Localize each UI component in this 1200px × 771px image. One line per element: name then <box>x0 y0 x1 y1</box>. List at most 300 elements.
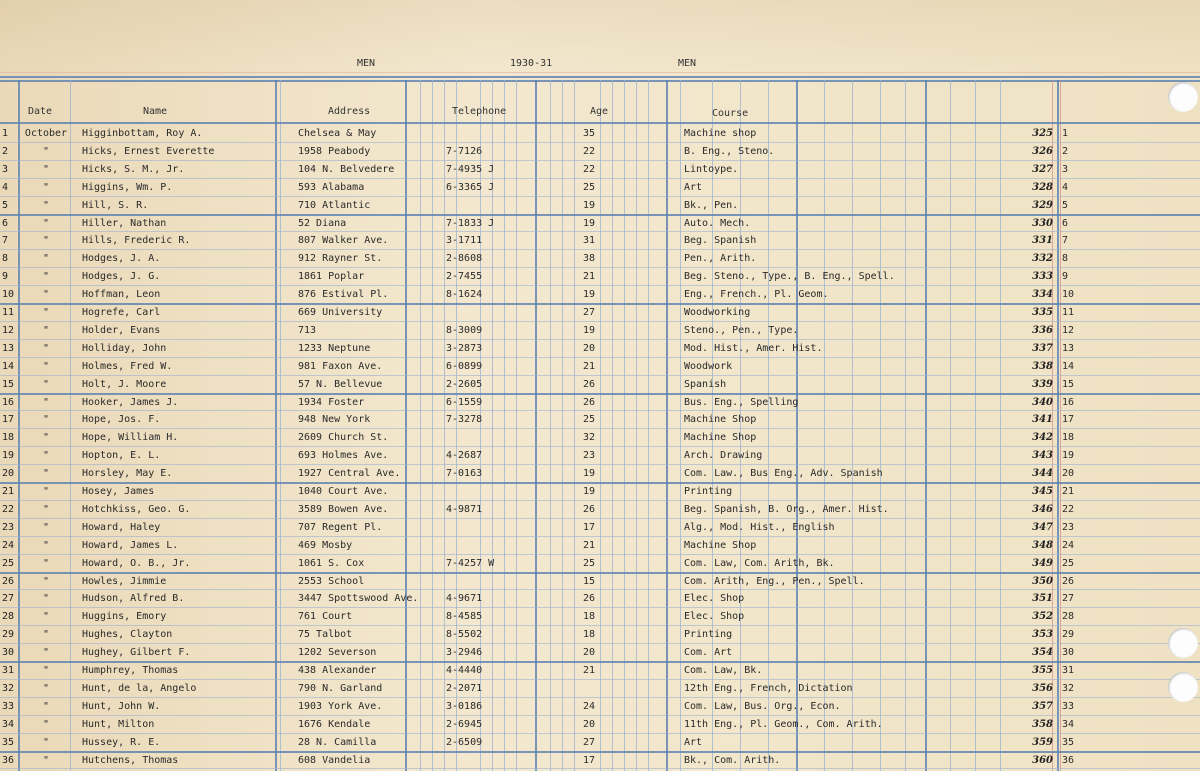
course-cell: Lintoype. <box>684 163 739 175</box>
row-number: 27 <box>1062 593 1075 605</box>
name-cell: Hiller, Nathan <box>82 217 167 229</box>
name-cell: Hodges, J. A. <box>82 253 161 265</box>
table-row <box>0 446 1200 464</box>
address-cell: 912 Rayner St. <box>298 253 383 265</box>
age-cell: 26 <box>583 593 596 605</box>
course-cell: Pen., Arith. <box>684 253 757 265</box>
course-cell: Machine Shop <box>684 432 757 444</box>
date-cell: " <box>42 324 50 336</box>
record-number: 351 <box>1032 593 1053 605</box>
name-cell: Hunt, Milton <box>82 718 155 730</box>
row-number: 12 <box>1062 324 1075 336</box>
row-number: 19 <box>1062 450 1075 462</box>
table-row <box>0 214 1200 232</box>
table-row <box>0 607 1200 625</box>
course-cell: Mod. Hist., Amer. Hist. <box>684 342 823 354</box>
address-cell: 3589 Bowen Ave. <box>298 503 389 515</box>
line-number: 5 <box>2 199 9 211</box>
binder-hole <box>1168 672 1198 702</box>
line-number: 3 <box>2 163 9 175</box>
line-number: 1 <box>2 128 9 139</box>
address-cell: 28 N. Camilla <box>298 736 377 748</box>
age-cell: 32 <box>583 432 596 444</box>
date-cell: " <box>42 611 50 623</box>
address-cell: 876 Estival Pl. <box>298 289 389 301</box>
telephone-cell: 4-4440 <box>446 665 483 676</box>
table-row <box>0 751 1200 769</box>
record-number: 360 <box>1032 754 1053 766</box>
line-number: 32 <box>2 682 15 694</box>
course-cell: Beg. Steno., Type., B. Eng., Spell. <box>684 271 895 283</box>
line-number: 25 <box>2 557 15 569</box>
telephone-cell: 3-2946 <box>446 647 483 659</box>
name-cell: Hughes, Clayton <box>82 629 173 641</box>
date-cell: " <box>42 145 50 157</box>
age-cell: 26 <box>583 378 596 390</box>
date-cell: " <box>42 342 50 354</box>
header-left: MEN <box>357 58 376 69</box>
line-number: 14 <box>2 360 15 372</box>
age-cell: 25 <box>583 181 596 193</box>
telephone-cell: 2-7455 <box>446 271 483 283</box>
name-cell: Holder, Evans <box>82 324 161 336</box>
line-number: 17 <box>2 414 15 426</box>
telephone-cell: 7-4257 W <box>446 557 495 569</box>
course-cell: 11th Eng., Pl. Geom., Com. Arith. <box>684 718 883 730</box>
header-rule-red <box>0 72 1200 73</box>
row-number: 3 <box>1062 163 1069 175</box>
name-cell: Hooker, James J. <box>82 396 179 408</box>
line-number: 16 <box>2 396 15 408</box>
age-cell: 25 <box>583 557 596 569</box>
table-row <box>0 124 1200 142</box>
row-number: 15 <box>1062 378 1075 390</box>
record-number: 357 <box>1032 700 1053 712</box>
line-number: 12 <box>2 324 15 336</box>
record-number: 335 <box>1032 307 1053 318</box>
date-cell: " <box>42 521 50 533</box>
table-row <box>0 285 1200 303</box>
row-number: 16 <box>1062 396 1075 408</box>
column-header-telephone: Telephone <box>452 106 507 117</box>
table-row <box>0 482 1200 500</box>
row-number: 18 <box>1062 432 1075 444</box>
row-number: 20 <box>1062 468 1075 480</box>
line-number: 20 <box>2 468 15 480</box>
age-cell: 21 <box>583 360 596 372</box>
line-number: 34 <box>2 718 15 730</box>
table-row <box>0 661 1200 679</box>
age-cell: 19 <box>583 468 596 480</box>
date-cell: " <box>42 217 50 229</box>
row-number: 30 <box>1062 647 1075 659</box>
record-number: 347 <box>1032 521 1053 533</box>
name-cell: Hudson, Alfred B. <box>82 593 185 605</box>
record-number: 345 <box>1032 486 1053 497</box>
address-cell: 52 Diana <box>298 217 347 229</box>
date-cell: " <box>42 700 50 712</box>
address-cell: 608 Vandelia <box>298 754 371 766</box>
record-number: 338 <box>1032 360 1053 372</box>
row-number: 25 <box>1062 557 1075 569</box>
address-cell: 1233 Neptune <box>298 342 371 354</box>
telephone-cell: 2-6509 <box>446 736 483 748</box>
date-cell: " <box>42 503 50 515</box>
row-number: 13 <box>1062 342 1075 354</box>
table-row <box>0 679 1200 697</box>
address-cell: 104 N. Belvedere <box>298 163 395 175</box>
course-cell: Elec. Shop <box>684 611 745 623</box>
record-number: 354 <box>1032 647 1053 659</box>
table-row <box>0 375 1200 393</box>
telephone-cell: 7-7126 <box>446 145 483 157</box>
name-cell: Hill, S. R. <box>82 199 149 211</box>
age-cell: 23 <box>583 450 596 462</box>
age-cell: 20 <box>583 718 596 730</box>
row-number: 7 <box>1062 235 1069 247</box>
telephone-cell: 4-2687 <box>446 450 483 462</box>
course-cell: Eng., French., Pl. Geom. <box>684 289 829 301</box>
record-number: 329 <box>1032 199 1053 211</box>
table-row <box>0 178 1200 196</box>
address-cell: 707 Regent Pl. <box>298 521 383 533</box>
name-cell: Hunt, John W. <box>82 700 161 712</box>
record-number: 348 <box>1032 539 1053 551</box>
date-cell: " <box>42 736 50 748</box>
age-cell: 22 <box>583 163 596 175</box>
telephone-cell: 8-1624 <box>446 289 483 301</box>
date-cell: " <box>42 396 50 408</box>
address-cell: 469 Mosby <box>298 539 353 551</box>
table-row <box>0 500 1200 518</box>
name-cell: Higgins, Wm. P. <box>82 181 173 193</box>
line-number: 19 <box>2 450 15 462</box>
name-cell: Hutchens, Thomas <box>82 754 179 766</box>
record-number: 326 <box>1032 145 1053 157</box>
table-row <box>0 428 1200 446</box>
row-number: 9 <box>1062 271 1069 283</box>
telephone-cell: 4-9671 <box>446 593 483 605</box>
age-cell: 18 <box>583 629 596 641</box>
date-cell: " <box>42 486 50 497</box>
row-number: 14 <box>1062 360 1075 372</box>
name-cell: Hogrefe, Carl <box>82 307 161 318</box>
telephone-cell: 6-3365 J <box>446 181 495 193</box>
date-cell: " <box>42 289 50 301</box>
row-number: 17 <box>1062 414 1075 426</box>
date-cell: " <box>42 539 50 551</box>
line-number: 36 <box>2 754 15 766</box>
address-cell: 2553 School <box>298 575 365 587</box>
course-cell: Art <box>684 181 703 193</box>
course-cell: Auto. Mech. <box>684 217 751 229</box>
row-number: 22 <box>1062 503 1075 515</box>
date-cell: " <box>42 557 50 569</box>
table-row <box>0 321 1200 339</box>
line-number: 21 <box>2 486 15 497</box>
date-cell: " <box>42 414 50 426</box>
age-cell: 18 <box>583 611 596 623</box>
record-number: 328 <box>1032 181 1053 193</box>
table-row <box>0 643 1200 661</box>
table-row <box>0 231 1200 249</box>
row-number: 32 <box>1062 682 1075 694</box>
age-cell: 21 <box>583 539 596 551</box>
telephone-cell: 8-5502 <box>446 629 483 641</box>
column-header-date: Date <box>28 106 53 117</box>
name-cell: Hodges, J. G. <box>82 271 161 283</box>
row-number: 29 <box>1062 629 1075 641</box>
record-number: 342 <box>1032 432 1053 444</box>
header-center: 1930-31 <box>510 58 553 69</box>
date-cell: " <box>42 754 50 766</box>
age-cell: 21 <box>583 271 596 283</box>
line-number: 31 <box>2 665 15 676</box>
address-cell: 807 Walker Ave. <box>298 235 389 247</box>
age-cell: 19 <box>583 289 596 301</box>
date-cell: " <box>42 718 50 730</box>
record-number: 333 <box>1032 271 1053 283</box>
age-cell: 19 <box>583 217 596 229</box>
header-rule-top <box>0 76 1200 78</box>
record-number: 346 <box>1032 503 1053 515</box>
date-cell: " <box>42 163 50 175</box>
telephone-cell: 2-6945 <box>446 718 483 730</box>
table-row <box>0 303 1200 321</box>
course-cell: Machine Shop <box>684 539 757 551</box>
address-cell: 1934 Foster <box>298 396 365 408</box>
address-cell: 1903 York Ave. <box>298 700 383 712</box>
row-number: 28 <box>1062 611 1075 623</box>
address-cell: 710 Atlantic <box>298 199 371 211</box>
address-cell: 1040 Court Ave. <box>298 486 389 497</box>
date-cell: " <box>42 271 50 283</box>
line-number: 26 <box>2 575 15 587</box>
record-number: 325 <box>1032 128 1053 139</box>
course-cell: Bus. Eng., Spelling <box>684 396 799 408</box>
table-row <box>0 160 1200 178</box>
line-number: 2 <box>2 145 9 157</box>
telephone-cell: 7-0163 <box>446 468 483 480</box>
table-row <box>0 554 1200 572</box>
course-cell: 12th Eng., French, Dictation <box>684 682 853 694</box>
line-number: 10 <box>2 289 15 301</box>
row-number: 35 <box>1062 736 1075 748</box>
course-cell: Com. Art <box>684 647 733 659</box>
age-cell: 24 <box>583 700 596 712</box>
course-cell: Woodworking <box>684 307 751 318</box>
record-number: 339 <box>1032 378 1053 390</box>
address-cell: 593 Alabama <box>298 181 365 193</box>
column-header-address: Address <box>328 106 371 117</box>
telephone-cell: 2-2071 <box>446 682 483 694</box>
line-number: 18 <box>2 432 15 444</box>
telephone-cell: 3-1711 <box>446 235 483 247</box>
date-cell: " <box>42 647 50 659</box>
date-cell: " <box>42 593 50 605</box>
address-cell: 713 <box>298 324 317 336</box>
course-cell: Printing <box>684 486 733 497</box>
line-number: 15 <box>2 378 15 390</box>
date-cell: " <box>42 235 50 247</box>
record-number: 353 <box>1032 629 1053 641</box>
date-cell: " <box>42 199 50 211</box>
date-cell: " <box>42 432 50 444</box>
row-rule <box>0 768 1200 769</box>
date-cell: " <box>42 665 50 676</box>
telephone-cell: 3-0186 <box>446 700 483 712</box>
row-number: 6 <box>1062 217 1069 229</box>
table-row <box>0 410 1200 428</box>
record-number: 341 <box>1032 414 1053 426</box>
name-cell: Howles, Jimmie <box>82 575 167 587</box>
age-cell: 20 <box>583 342 596 354</box>
telephone-cell: 8-3009 <box>446 324 483 336</box>
telephone-cell: 7-4935 J <box>446 163 495 175</box>
date-cell: " <box>42 181 50 193</box>
table-row <box>0 196 1200 214</box>
age-cell: 20 <box>583 647 596 659</box>
name-cell: Hope, William H. <box>82 432 179 444</box>
record-number: 349 <box>1032 557 1053 569</box>
table-row <box>0 589 1200 607</box>
address-cell: 2609 Church St. <box>298 432 389 444</box>
row-number: 36 <box>1062 754 1075 766</box>
record-number: 327 <box>1032 163 1053 175</box>
age-cell: 31 <box>583 235 596 247</box>
telephone-cell: 6-1559 <box>446 396 483 408</box>
date-cell: " <box>42 468 50 480</box>
row-number: 24 <box>1062 539 1075 551</box>
address-cell: 75 Talbot <box>298 629 353 641</box>
date-cell: " <box>42 682 50 694</box>
date-cell: " <box>42 378 50 390</box>
telephone-cell: 7-1833 J <box>446 217 495 229</box>
date-cell: " <box>42 307 50 318</box>
name-cell: Horsley, May E. <box>82 468 173 480</box>
line-number: 24 <box>2 539 15 551</box>
line-number: 6 <box>2 217 9 229</box>
telephone-cell: 8-4585 <box>446 611 483 623</box>
binder-hole <box>1168 628 1198 658</box>
line-number: 30 <box>2 647 15 659</box>
course-cell: Bk., Pen. <box>684 199 739 211</box>
line-number: 33 <box>2 700 15 712</box>
line-number: 35 <box>2 736 15 748</box>
header-right: MEN <box>678 58 697 69</box>
age-cell: 17 <box>583 521 596 533</box>
course-cell: Woodwork <box>684 360 733 372</box>
name-cell: Hunt, de la, Angelo <box>82 682 197 694</box>
line-number: 28 <box>2 611 15 623</box>
age-cell: 27 <box>583 307 596 318</box>
address-cell: 669 University <box>298 307 383 318</box>
record-number: 331 <box>1032 235 1053 247</box>
date-cell: " <box>42 360 50 372</box>
name-cell: Hicks, S. M., Jr. <box>82 163 185 175</box>
telephone-cell: 4-9871 <box>446 503 483 515</box>
row-number: 4 <box>1062 181 1069 193</box>
record-number: 358 <box>1032 718 1053 730</box>
record-number: 355 <box>1032 665 1053 676</box>
address-cell: Chelsea & May <box>298 128 377 139</box>
line-number: 27 <box>2 593 15 605</box>
record-number: 337 <box>1032 342 1053 354</box>
record-number: 344 <box>1032 468 1053 480</box>
record-number: 332 <box>1032 253 1053 265</box>
course-cell: Com. Law, Com. Arith, Bk. <box>684 557 835 569</box>
date-cell: " <box>42 450 50 462</box>
age-cell: 27 <box>583 736 596 748</box>
age-cell: 19 <box>583 324 596 336</box>
address-cell: 761 Court <box>298 611 353 623</box>
date-cell: " <box>42 629 50 641</box>
name-cell: Huggins, Emory <box>82 611 167 623</box>
age-cell: 35 <box>583 128 596 139</box>
row-number: 2 <box>1062 145 1069 157</box>
row-number: 1 <box>1062 128 1069 139</box>
record-number: 334 <box>1032 289 1053 301</box>
course-cell: Arch. Drawing <box>684 450 763 462</box>
name-cell: Hicks, Ernest Everette <box>82 145 215 157</box>
age-cell: 22 <box>583 145 596 157</box>
line-number: 8 <box>2 253 9 265</box>
line-number: 29 <box>2 629 15 641</box>
address-cell: 693 Holmes Ave. <box>298 450 389 462</box>
name-cell: Hope, Jos. F. <box>82 414 161 426</box>
name-cell: Hughey, Gilbert F. <box>82 647 191 659</box>
address-cell: 1927 Central Ave. <box>298 468 401 480</box>
age-cell: 26 <box>583 396 596 408</box>
course-cell: Machine shop <box>684 128 757 139</box>
name-cell: Howard, Haley <box>82 521 161 533</box>
telephone-cell: 7-3278 <box>446 414 483 426</box>
table-row <box>0 715 1200 733</box>
table-row <box>0 393 1200 411</box>
column-header-age: Age <box>590 106 609 117</box>
row-number: 26 <box>1062 575 1075 587</box>
course-cell: B. Eng., Steno. <box>684 145 775 157</box>
name-cell: Hussey, R. E. <box>82 736 161 748</box>
telephone-cell: 2-2605 <box>446 378 483 390</box>
course-cell: Alg., Mod. Hist., English <box>684 521 835 533</box>
table-row <box>0 625 1200 643</box>
age-cell: 15 <box>583 575 596 587</box>
age-cell: 19 <box>583 486 596 497</box>
age-cell: 26 <box>583 503 596 515</box>
address-cell: 438 Alexander <box>298 665 377 676</box>
course-cell: Beg. Spanish <box>684 235 757 247</box>
telephone-cell: 3-2873 <box>446 342 483 354</box>
address-cell: 790 N. Garland <box>298 682 383 694</box>
course-cell: Com. Law, Bk. <box>684 665 763 676</box>
name-cell: Humphrey, Thomas <box>82 665 179 676</box>
name-cell: Hopton, E. L. <box>82 450 161 462</box>
course-cell: Com. Arith, Eng., Pen., Spell. <box>684 575 865 587</box>
column-header-course: Course <box>712 108 749 119</box>
address-cell: 1061 S. Cox <box>298 557 365 569</box>
record-number: 336 <box>1032 324 1053 336</box>
date-cell: October <box>24 128 68 139</box>
telephone-cell: 2-8608 <box>446 253 483 265</box>
course-cell: Spanish <box>684 378 727 390</box>
age-cell: 17 <box>583 754 596 766</box>
column-header-name: Name <box>143 106 168 117</box>
line-number: 4 <box>2 181 9 193</box>
line-number: 22 <box>2 503 15 515</box>
row-number: 34 <box>1062 718 1075 730</box>
course-cell: Com. Law, Bus. Org., Econ. <box>684 700 841 712</box>
